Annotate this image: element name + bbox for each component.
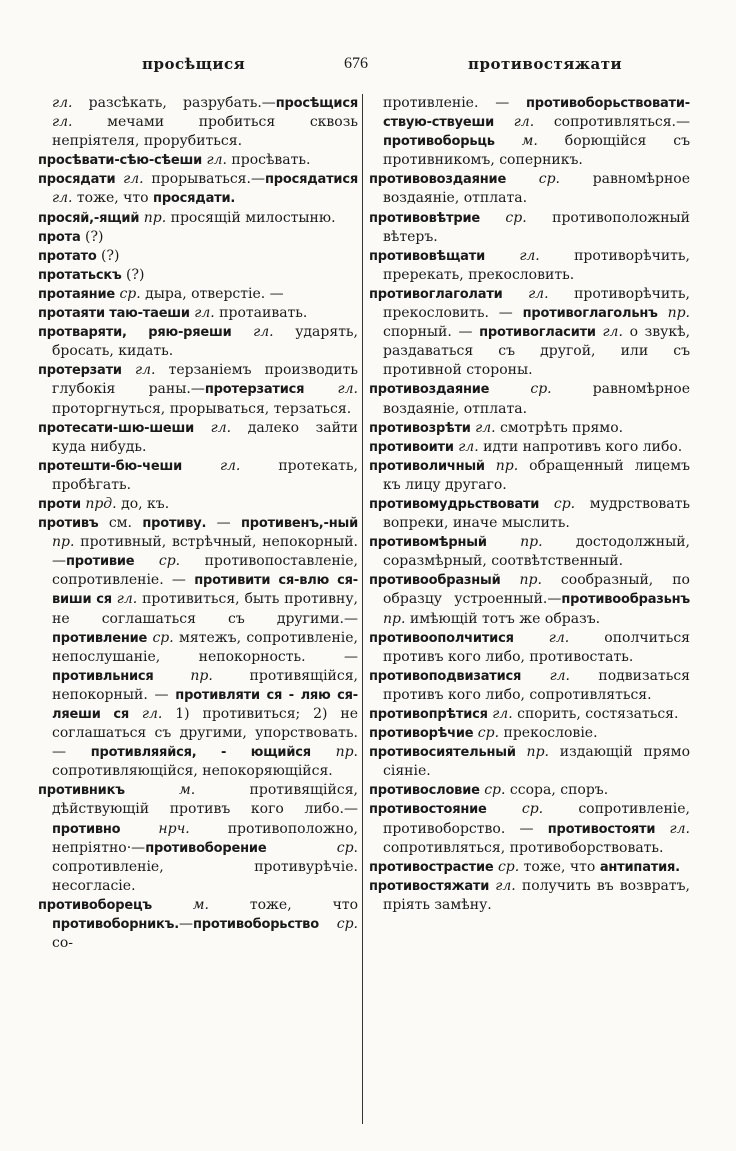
dictionary-entry xyxy=(38,361,358,418)
dictionary-entry xyxy=(38,228,358,247)
definition-text xyxy=(480,210,505,226)
dictionary-entry xyxy=(369,629,690,667)
definition-text: противящійся, дѣйствующій противъ кого либо.— xyxy=(52,782,358,818)
headword: протерзати xyxy=(38,363,122,379)
definition-text: со- xyxy=(52,935,73,952)
grammar-abbrev: прд. xyxy=(85,495,117,512)
definition-text: см. xyxy=(98,515,143,532)
definition-text: противленіе. — xyxy=(383,95,526,111)
grammar-abbrev: пр. xyxy=(383,610,406,627)
definition-text: мудрствовать вопреки, иначе мыслить. xyxy=(383,495,690,532)
headword: просяй,-ящий xyxy=(38,210,140,226)
headword: противникъ xyxy=(38,783,125,799)
headword: противомудрьствовати xyxy=(369,496,540,512)
grammar-abbrev: ср. xyxy=(553,495,576,512)
dictionary-entry xyxy=(369,209,690,247)
right-column xyxy=(369,94,690,915)
header-right-guideword: противостяжати xyxy=(468,55,623,73)
headword: противословие xyxy=(369,783,480,799)
grammar-abbrev: пр. xyxy=(519,572,542,589)
dictionary-entry xyxy=(38,896,358,953)
grammar-abbrev: м. xyxy=(192,896,209,913)
dictionary-entry xyxy=(369,533,690,571)
headword: протато xyxy=(38,248,97,264)
grammar-abbrev: гл. xyxy=(337,381,358,398)
grammar-abbrev: ср. xyxy=(521,801,544,818)
headword: противоополчитися xyxy=(369,630,514,646)
definition-text: о звукѣ, раздаваться съ другой, или съ противной стороны. xyxy=(383,324,691,379)
definition-text: (?) xyxy=(121,266,145,283)
dictionary-entry xyxy=(38,266,358,285)
dictionary-entry xyxy=(369,800,690,857)
definition-text: ударять, бросать, кидать. xyxy=(52,324,359,360)
definition-text: — xyxy=(178,916,193,933)
dictionary-entry xyxy=(369,380,690,418)
definition-text: терзаніемъ производить глубокія раны.— xyxy=(52,362,358,398)
definition-text: подвизаться противъ кого либо, сопротивляться. xyxy=(383,667,690,703)
grammar-abbrev: гл. xyxy=(116,591,138,608)
definition-text: просящій милостыню. xyxy=(166,209,336,226)
definition-text: борющійся съ противникомъ, соперникъ. xyxy=(383,133,691,169)
headword: противоподвизатися xyxy=(369,668,522,684)
header-left-guideword: просѣщися xyxy=(142,55,246,73)
definition-text: просѣвать. xyxy=(226,152,311,169)
dictionary-entry xyxy=(38,151,358,170)
definition-text: дыра, отверстіе. — xyxy=(140,285,284,302)
definition-text xyxy=(120,821,158,837)
definition-text: тоже, что xyxy=(72,190,154,207)
dictionary-entry xyxy=(38,323,358,361)
headword: противоглагольнъ xyxy=(522,306,658,322)
dictionary-entry xyxy=(38,304,358,323)
definition-text: имѣющій тотъ же образъ. xyxy=(405,610,601,627)
grammar-abbrev: ср. xyxy=(477,725,500,742)
grammar-abbrev: ср. xyxy=(336,839,358,856)
definition-text: спорный. — xyxy=(383,324,480,341)
grammar-abbrev: ср. xyxy=(538,171,561,188)
headword: противление xyxy=(52,630,148,646)
definition-text xyxy=(514,630,549,646)
headword: проти xyxy=(38,496,81,512)
definition-text: противиться, быть противну, не соглашаться съ другими.— xyxy=(52,591,359,627)
headword: протешти-бю-чеши xyxy=(38,458,182,474)
definition-text xyxy=(489,381,530,397)
headword: противострастие xyxy=(369,859,494,875)
definition-text xyxy=(152,897,193,913)
column-divider xyxy=(362,94,363,1124)
headword: противу. xyxy=(142,516,207,532)
headword: противие xyxy=(66,554,135,570)
headword: противляти ся - ляю ся-ляеши ся xyxy=(52,687,358,722)
definition-text: прекословіе. xyxy=(499,725,598,742)
headword: противопрѣтися xyxy=(369,707,488,722)
definition-text: протаивать. xyxy=(214,305,308,322)
definition-text xyxy=(115,171,123,187)
headword: противенъ,-ный xyxy=(240,516,358,532)
definition-text xyxy=(122,362,135,378)
dictionary-entry xyxy=(369,495,690,533)
definition-text: ссора, споръ. xyxy=(505,782,609,799)
definition-text xyxy=(154,668,191,684)
definition-text: противорѣчить, прекословить. — xyxy=(383,285,690,322)
definition-text: сопротивленіе, противурѣчіе. несогласіе. xyxy=(52,858,358,894)
headword: противовоздаяние xyxy=(369,172,507,188)
dictionary-entry xyxy=(369,419,690,438)
page-number: 676 xyxy=(344,55,368,72)
definition-text: спорить, состязаться. xyxy=(512,706,679,722)
grammar-abbrev: гл. xyxy=(135,362,156,379)
headword: противоборьствовати-ствую-ствуеши xyxy=(383,96,690,131)
grammar-abbrev: пр. xyxy=(495,457,519,474)
definition-text xyxy=(311,744,336,760)
grammar-abbrev: пр. xyxy=(520,534,543,551)
grammar-abbrev: гл. xyxy=(513,114,535,131)
grammar-abbrev: гл. xyxy=(52,95,73,111)
headword: противогласити xyxy=(479,325,596,341)
grammar-abbrev: гл. xyxy=(253,324,274,341)
headword: протатьскъ xyxy=(38,267,122,283)
grammar-abbrev: гл. xyxy=(123,171,144,188)
definition-text: сопротивленіе, противоборство. — xyxy=(383,801,690,837)
headword: противовѣтрие xyxy=(369,210,480,226)
definition-text: издающій прямо сіяніе. xyxy=(383,744,690,780)
dictionary-entry xyxy=(369,285,690,380)
grammar-abbrev: пр. xyxy=(143,209,167,226)
grammar-abbrev: гл. xyxy=(548,629,570,646)
definition-text: сообразный, по образцу устроенный.— xyxy=(383,572,690,608)
grammar-abbrev: ср. xyxy=(152,629,174,646)
headword: противоборьство xyxy=(192,917,319,933)
definition-text xyxy=(503,286,529,302)
definition-text xyxy=(129,706,142,722)
dictionary-entry xyxy=(369,94,690,170)
grammar-abbrev: ср. xyxy=(336,916,358,933)
dictionary-entry xyxy=(369,743,690,781)
headword: противоглаголати xyxy=(369,286,503,302)
definition-text xyxy=(506,171,539,187)
headword: противостояти xyxy=(547,821,656,837)
dictionary-entry xyxy=(38,247,358,266)
definition-text xyxy=(319,916,337,932)
grammar-abbrev: гл. xyxy=(194,305,215,322)
headword: просядатися xyxy=(264,172,358,188)
grammar-abbrev: нрч. xyxy=(158,820,190,837)
definition-text xyxy=(539,496,554,512)
definition-text: сопротивляющійся, непокоряющійся. xyxy=(52,763,333,780)
definition-text: противорѣчить, пререкать, прекословить. xyxy=(383,247,690,283)
dictionary-entry xyxy=(38,285,358,304)
grammar-abbrev: гл. xyxy=(52,114,73,131)
definition-text: прорываться.— xyxy=(143,171,265,188)
grammar-abbrev: ср. xyxy=(158,553,181,570)
definition-text: идти напротивъ кого либо. xyxy=(478,438,683,455)
definition-text: до, къ. xyxy=(116,495,170,512)
grammar-abbrev: пр. xyxy=(526,744,549,761)
grammar-abbrev: гл. xyxy=(519,247,540,264)
grammar-abbrev: пр. xyxy=(52,534,75,551)
headword: противообразный xyxy=(369,573,501,589)
headword: противовѣщати xyxy=(369,248,485,264)
definition-text: тоже, что xyxy=(519,858,600,875)
definition-text: равномѣрное воздаяніе, отплата. xyxy=(383,381,690,417)
grammar-abbrev: гл. xyxy=(219,457,241,474)
definition-text: противоположно, непріятно·— xyxy=(52,820,358,856)
headword: антипатия. xyxy=(599,859,680,875)
definition-text xyxy=(487,534,520,550)
headword: противъ xyxy=(38,516,99,532)
headword: протваряти, ряю-ряеши xyxy=(38,325,232,341)
definition-text: сопротивляться.— xyxy=(534,114,690,131)
definition-text xyxy=(494,114,514,130)
headword: противозрѣти xyxy=(369,420,471,436)
headword: просядати xyxy=(38,172,116,188)
definition-text xyxy=(304,381,337,397)
definition-text xyxy=(495,133,522,149)
grammar-abbrev: ср. xyxy=(497,858,520,875)
headword: противостяжати xyxy=(369,878,490,894)
definition-text: 1) противиться; 2) не соглашаться съ другими, упорствовать. — xyxy=(52,706,358,761)
headword: противляяйся, - ющийся xyxy=(90,745,311,761)
dictionary-entry xyxy=(369,781,690,800)
dictionary-entry xyxy=(38,170,358,208)
definition-text xyxy=(655,821,669,837)
grammar-abbrev: гл. xyxy=(52,190,73,207)
definition-text xyxy=(501,572,520,588)
definition-text: смотрѣть прямо. xyxy=(495,419,624,436)
grammar-abbrev: м. xyxy=(521,133,538,150)
grammar-abbrev: ср. xyxy=(484,782,506,799)
headword: противорѣчие xyxy=(369,726,474,742)
dictionary-entry xyxy=(38,514,358,781)
definition-text xyxy=(521,668,549,684)
grammar-abbrev: ср. xyxy=(119,285,141,302)
definition-text: получить въ возвратъ, прiять замѣну. xyxy=(383,877,690,913)
grammar-abbrev: гл. xyxy=(458,438,479,455)
dictionary-entry xyxy=(369,247,690,285)
dictionary-entry xyxy=(369,877,690,915)
grammar-abbrev: гл. xyxy=(492,706,513,722)
grammar-abbrev: ср. xyxy=(505,209,527,226)
headword: противообразьнъ xyxy=(561,592,690,608)
definition-text: протекать, пробѣгать. xyxy=(52,457,358,493)
headword: противоити xyxy=(369,439,454,455)
definition-text xyxy=(194,420,211,436)
dictionary-entry xyxy=(369,571,690,628)
grammar-abbrev: гл. xyxy=(206,152,227,169)
headword: протаяти таю-таеши xyxy=(38,306,190,322)
left-column xyxy=(38,94,358,953)
grammar-abbrev: гл. xyxy=(602,324,623,341)
dictionary-entry xyxy=(38,781,358,896)
headword: просѣщися xyxy=(275,96,358,111)
definition-text: (?) xyxy=(80,228,104,245)
headword: просѣвати-сѣю-сѣеши xyxy=(38,153,203,169)
grammar-abbrev: гл. xyxy=(669,820,690,837)
headword: противоборецъ xyxy=(38,897,152,913)
definition-text: достодолжный, соразмѣрный, соотвѣтственный. xyxy=(383,534,690,570)
definition-text: мечами пробиться сквозь непріятеля, прорубиться. xyxy=(52,114,358,150)
definition-text xyxy=(658,305,668,321)
headword: противостояние xyxy=(369,802,487,818)
definition-text xyxy=(487,801,522,817)
definition-text: противопоставленіе, сопротивленіе. — xyxy=(52,553,358,589)
headword: противоздаяние xyxy=(369,382,490,398)
definition-text: обращенный лицемъ къ лицу другаго. xyxy=(383,457,691,493)
definition-text: равномѣрное воздаяніе, отплата. xyxy=(383,171,690,207)
dictionary-entry xyxy=(369,457,690,495)
definition-text: разсѣкать, разрубать.— xyxy=(72,95,276,111)
definition-text: — xyxy=(206,515,241,532)
headword: противоборьць xyxy=(383,134,495,150)
dictionary-entry xyxy=(38,495,358,514)
headword: прота xyxy=(38,229,81,245)
headword: противно xyxy=(52,821,121,837)
headword: протаяние xyxy=(38,286,115,302)
dictionary-entry xyxy=(38,94,358,151)
headword: протерзатися xyxy=(204,382,305,398)
definition-text xyxy=(485,458,496,474)
dictionary-entry xyxy=(369,705,690,724)
definition-text xyxy=(485,248,519,264)
grammar-abbrev: м. xyxy=(179,782,196,799)
definition-text: сопротивляться, противоборствовать. xyxy=(383,839,664,856)
dictionary-entry xyxy=(38,419,358,457)
grammar-abbrev: гл. xyxy=(549,667,571,684)
grammar-abbrev: гл. xyxy=(475,419,496,436)
headword: противоборникъ. xyxy=(52,917,179,933)
dictionary-entry xyxy=(369,667,690,705)
grammar-abbrev: пр. xyxy=(667,305,690,322)
grammar-abbrev: гл. xyxy=(528,285,549,302)
headword: протесати-шю-шеши xyxy=(38,420,195,436)
definition-text: далеко зайти куда нибудь. xyxy=(52,419,358,455)
grammar-abbrev: ср. xyxy=(530,381,552,398)
definition-text: противоположный вѣтеръ. xyxy=(383,209,690,245)
dictionary-entry xyxy=(369,438,690,457)
headword: противосиятельный xyxy=(369,745,516,761)
headword: противоличный xyxy=(369,458,485,474)
definition-text: противящійся, непокорный. — xyxy=(52,667,358,703)
definition-text: ополчиться противъ кого либо, противостать. xyxy=(383,629,690,665)
definition-text: мятежъ, сопротивленіе, непослушаніе, непокорность. — xyxy=(52,629,358,665)
dictionary-entry xyxy=(369,858,690,877)
definition-text xyxy=(182,458,220,474)
grammar-abbrev: гл. xyxy=(141,706,163,722)
dictionary-entry xyxy=(38,457,358,495)
dictionary-entry xyxy=(38,209,358,228)
page-header xyxy=(0,55,736,81)
definition-text xyxy=(516,744,527,760)
headword: противомѣрный xyxy=(369,535,487,551)
headword: противити ся-влю ся-виши ся xyxy=(52,573,358,608)
definition-text xyxy=(134,553,158,569)
definition-text xyxy=(266,840,336,856)
grammar-abbrev: пр. xyxy=(335,744,359,761)
definition-text: противный, встрѣчный, непокорный.— xyxy=(52,534,358,570)
grammar-abbrev: гл. xyxy=(495,877,516,894)
headword: противоборение xyxy=(145,840,267,856)
definition-text: (?) xyxy=(96,247,120,264)
grammar-abbrev: гл. xyxy=(210,419,232,436)
dictionary-entry xyxy=(369,170,690,208)
definition-text xyxy=(232,324,254,340)
definition-text: проторгнуться, прорываться, терзаться. xyxy=(52,400,352,417)
dictionary-entry xyxy=(369,724,690,743)
definition-text: тоже, что xyxy=(208,896,358,913)
definition-text xyxy=(125,782,179,798)
headword: просядати. xyxy=(153,191,236,207)
grammar-abbrev: пр. xyxy=(190,667,213,684)
headword: противльнися xyxy=(52,668,154,684)
